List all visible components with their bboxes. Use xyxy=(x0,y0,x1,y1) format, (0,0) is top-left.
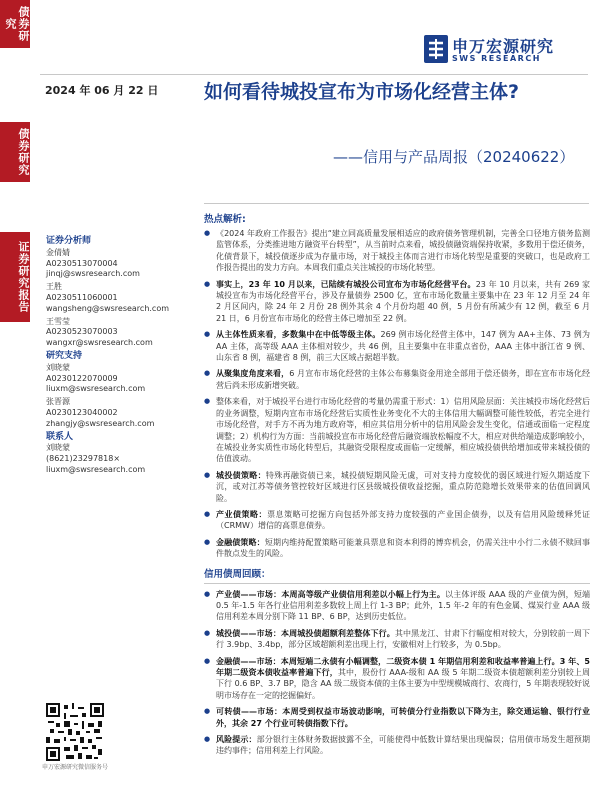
review-item: ● 可转债——市场：本周受到权益市场波动影响，可转债分行业指数以下降为主，除交通运输、银行行业外，其余 27 个行业可转债指数下行。 xyxy=(204,706,590,729)
qr-code-icon xyxy=(46,703,104,761)
support-email: liuxm@swsresearch.com xyxy=(46,384,146,394)
support-name: 刘晓蒙 xyxy=(46,362,70,372)
support-entry xyxy=(46,363,196,395)
analyst-email: jinqj@swsresearch.com xyxy=(46,269,140,279)
sidebar-tag-debt-research-2: 债券研究 xyxy=(0,122,30,182)
review-item: ● 风险提示：部分银行主体财务数据披露不全，可能使得中低数计算结果出现偏误；信用债市场发生超预期违约事件；信用利差上行风险。 xyxy=(204,734,590,757)
support-entry xyxy=(46,397,196,429)
analyst-email: wangsheng@swsresearch.com xyxy=(46,303,170,313)
report-body xyxy=(204,211,590,762)
analyst-heading: 证券分析师 xyxy=(46,236,92,246)
analyst-entry xyxy=(46,317,196,349)
section-divider xyxy=(204,583,590,584)
hot-topic-item: ● 事实上，23 年 10 月以来，已陆续有城投公司宣布为市场化经营平台。23 年 10 月以来，共有 269 家城投宣布为市场化经营平台，涉及存量债券 2500 亿，宣布市场化数量主要集中在 23 年 12 月至 24 年 2 月区间内，除 24 年 2 月份 28 例外其余 4 个月份均超 40 例，5 月份有所减少有 12 例，截至 6 月 21 日，6 月份宣布市场化的经营主体已增加至 22 例。 xyxy=(204,279,590,325)
analyst-name: 王胜 xyxy=(46,282,62,292)
sws-logo-mark-icon xyxy=(424,35,448,63)
contacts-panel xyxy=(46,236,196,478)
support-email: zhangjy@swsresearch.com xyxy=(46,418,155,428)
analyst-name: 金倩婧 xyxy=(46,247,70,257)
qr-caption: 申万宏源研究微信服务号 xyxy=(42,764,109,771)
analyst-email: wangxr@swsresearch.com xyxy=(46,338,153,348)
contact-heading: 联系人 xyxy=(46,431,74,442)
title-divider xyxy=(204,203,589,204)
report-title: 如何看待城投宣布为市场化经营主体? xyxy=(204,81,520,103)
support-heading: 研究支持 xyxy=(46,350,83,361)
contact-entry xyxy=(46,443,196,475)
report-subtitle: ——信用与产品周报（20240622） xyxy=(333,148,575,166)
hot-topic-item: ● 从聚集度角度来看，6 月宣布市场化经营的主体公布募集资金用途全部用于偿还债务，即在宣布市场化经营后尚未形成新增突破。 xyxy=(204,368,590,391)
support-name: 张晋源 xyxy=(46,397,70,407)
analyst-id: A0230511060001 xyxy=(46,292,118,302)
support-id: A0230122070009 xyxy=(46,373,118,383)
sidebar xyxy=(0,0,30,800)
sidebar-tag-securities-report: 证券研究报告 xyxy=(0,232,30,322)
analyst-entry xyxy=(46,248,196,280)
review-item: ● 产业债——市场：本周高等级产业债信用利差以小幅上行为主。以主体评级 AAA 级的产业债为例，短端 0.5 年-1.5 年各行业信用利差多数较上周上行 1-3 BP；此外，1.5 年-2 年的有色金属、煤炭行业 AAA 级信用利差本周分别下降 11 BP、6 BP，达到历史低位。 xyxy=(204,589,590,623)
review-item: ● 金融债——市场：本周短端二永债有小幅调整，二级资本债 1 年期信用利差和收益率普遍上行。3 年、5 年期二级资本债收益率普遍下行，其中，股份行 AAA-级和 AA 级 5 年期二级资本债超额利差分别较上周下行 0.6 BP、3.7 BP，隐含 AA 级二级资本债的主体主要为中型规模城商行、农商行，5 年期表现较好说明市场存在一定的挖掘偏好。 xyxy=(204,656,590,702)
sws-logo xyxy=(424,34,584,68)
hot-topic-item: ● 整体来看，对于城投平台进行市场化经营的考量仍需重于形式：1）信用风险层面：关注城投市场化经营后的业务调整，短期内宣布市场化经营后实质性业务变化不大的主体信用大幅调整可能性较低，若完全进行市场化经营，对手方不再为地方政府等，相应其信用分析中的信用风险会发生变化，信通或面临一定程度调整；2）机构行为方面：当前城投宣布市场化经营后融资端放松幅度不大，相应对供给端造成影响较小，在城投业务实质性市场化转型后，其融资受限程度或面临一定缓解，相应城投债供给增加或带来城投债的估值波动。 xyxy=(204,396,590,464)
analyst-id: A0230513070004 xyxy=(46,258,118,268)
analyst-id: A0230523070003 xyxy=(46,327,118,337)
header-divider xyxy=(40,74,588,75)
contact-name: 刘晓蒙 xyxy=(46,443,70,453)
review-item: ● 城投债——市场：本周城投债超额利差整体下行。其中黑龙江、甘肃下行幅度相对较大，分别较前一周下行 3.9bp、3.4bp，部分区域超额利差出现上行，安徽相对上行较多，为 0.5bp。 xyxy=(204,628,590,651)
hot-topic-item: ● 城投债策略：特殊再融资债已来，城投债短期风险无虞，可对支持力度较优的弱区域进行短久期适度下沉，或对江苏等债务管控较好区域进行区县级城投债收益挖掘，重点防范隐增长效果带来的估值回调风险。 xyxy=(204,470,590,504)
hot-topic-item: ● 金融债策略：短期内维持配置策略可能兼具票息和资本利得的博弈机会，仍需关注中小行二永债不赎回事件散点发生的风险。 xyxy=(204,537,590,560)
hot-topic-item: ● 《2024 年政府工作报告》提出“建立同高质量发展相适应的政府债务管理机制，完善全口径地方债务监测监管体系，分类推进地方融资平台转型”，从当前时点来看，城投债融资端保持收紧，多数用于偿还债务，化债背景下，城投债逐步成为存量市场，对于城投主体而言进行市场化转型是重要的突破口，也是政府工作报告提出的发力方向。本周我们重点关注城投的市场化转型。 xyxy=(204,228,590,274)
analyst-name: 王雪莹 xyxy=(46,316,70,326)
hot-topic-heading: 热点解析: xyxy=(204,214,246,225)
support-id: A0230123040002 xyxy=(46,407,118,417)
contact-email: liuxm@swsresearch.com xyxy=(46,464,146,474)
logo-english-text: SWS RESEARCH xyxy=(452,54,541,63)
hot-topic-item: ● 从主体性质来看，多数集中在中低等级主体。269 例市场化经营主体中，147 例为 AA+主体、73 例为 AA 主体，高等级 AAA 主体相对较少，共 46 例，且主要集中在非重点省份，AAA 主体中浙江省 9 例、山东省 8 例，福建省 8 例，前三大区域占据超半数。 xyxy=(204,329,590,363)
analyst-entry xyxy=(46,282,196,314)
weekly-review-heading: 信用债周回顾： xyxy=(204,568,271,580)
contact-phone: (8621)23297818× xyxy=(46,454,121,464)
report-date: 2024 年 06 月 22 日 xyxy=(45,84,159,97)
sidebar-tag-debt-research: 债券研究 xyxy=(0,0,30,48)
logo-chinese-text: 申万宏源研究 xyxy=(452,37,555,56)
hot-topic-item: ● 产业债策略：票息策略可挖掘方向包括外部支持力度较强的产业国企债券，以及有信用风险缓释凭证（CRMW）增信的高票息债券。 xyxy=(204,509,590,532)
